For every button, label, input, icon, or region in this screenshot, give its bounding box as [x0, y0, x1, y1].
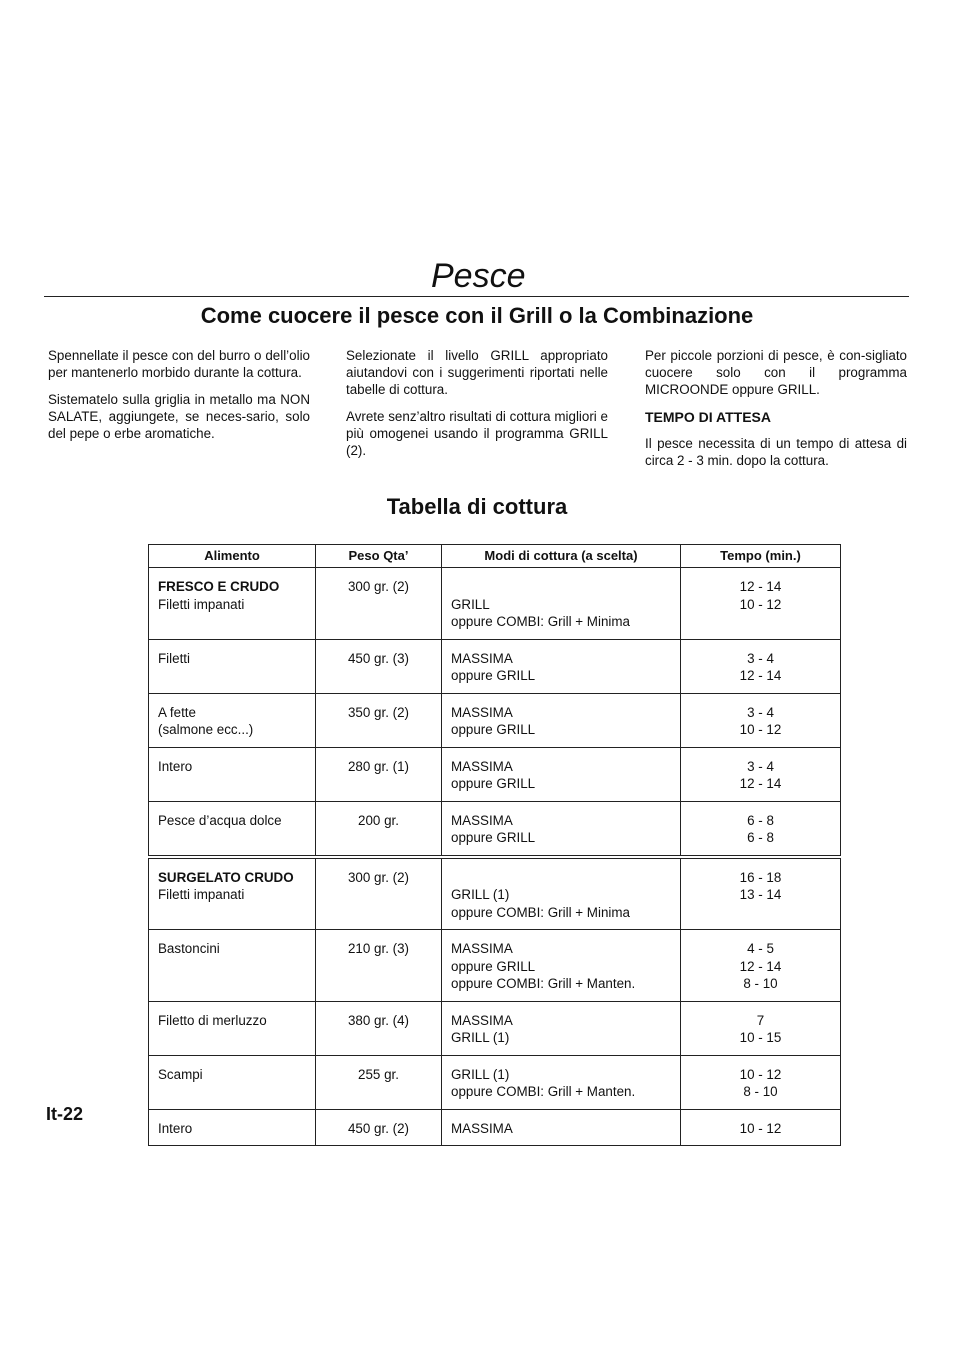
weight-value: 380 gr. (4)	[347, 1012, 410, 1028]
food-cell	[149, 930, 316, 1002]
weight-cell	[316, 1001, 442, 1055]
cooking-mode: GRILL (1)	[451, 1030, 510, 1045]
cooking-time: 13 - 14	[739, 887, 782, 902]
weight-value: 280 gr. (1)	[347, 758, 410, 774]
food-cell	[149, 639, 316, 693]
weight-value: 350 gr. (2)	[347, 704, 410, 720]
weight-cell	[316, 639, 442, 693]
weight-cell	[316, 693, 442, 747]
cooking-mode-cell	[442, 858, 681, 930]
table-row	[149, 858, 841, 930]
table-row	[149, 930, 841, 1002]
cooking-time: 7	[756, 1012, 765, 1028]
cooking-time: 16 - 18	[739, 869, 782, 885]
cooking-mode-cell	[442, 568, 681, 640]
intro-paragraph: Spennellate il pesce con del burro o dell’olio per mantenerlo morbido durante la cottura.	[48, 348, 310, 380]
food-name: Pesce d’acqua dolce	[158, 812, 282, 828]
page-number: It-22	[46, 1104, 84, 1124]
weight-value: 255 gr.	[358, 1066, 399, 1082]
page-title: Pesce	[431, 257, 526, 295]
food-cell	[149, 1055, 316, 1109]
time-cell	[681, 693, 841, 747]
table-row	[149, 1055, 841, 1109]
weight-value: 300 gr. (2)	[347, 869, 410, 885]
weight-value: 450 gr. (3)	[347, 650, 410, 666]
cooking-mode: MASSIMA	[451, 1120, 513, 1136]
food-name: Bastoncini	[158, 941, 220, 956]
food-name: (salmone ecc...)	[158, 722, 254, 737]
table-row	[149, 693, 841, 747]
table-header-row	[149, 545, 841, 568]
column-header: Alimento	[149, 545, 316, 568]
weight-cell	[316, 930, 442, 1002]
food-cell	[149, 693, 316, 747]
cooking-mode-cell	[442, 801, 681, 855]
column-header: Peso Qta’	[316, 545, 442, 568]
table-row	[149, 747, 841, 801]
cooking-time: 12 - 14	[739, 776, 782, 791]
cooking-time: 3 - 4	[747, 650, 774, 666]
food-name: Intero	[158, 758, 193, 774]
column-header: Modi di cottura (a scelta)	[442, 545, 681, 568]
cooking-mode: MASSIMA	[451, 650, 513, 666]
food-cell	[149, 747, 316, 801]
cooking-time: 10 - 12	[739, 722, 782, 737]
cooking-time: 3 - 4	[747, 704, 774, 720]
weight-value: 300 gr. (2)	[347, 579, 410, 594]
food-name: Intero	[158, 1120, 193, 1136]
cooking-mode-cell	[442, 930, 681, 1002]
weight-cell	[316, 568, 442, 640]
table-row	[149, 801, 841, 855]
food-name: Filetti impanati	[158, 596, 245, 612]
intro-paragraph: Per piccole porzioni di pesce, è con-sigliato cuocere solo con il programma MICROONDE oppure GRILL.	[645, 348, 907, 397]
cooking-mode: oppure COMBI: Grill + Manten.	[451, 976, 636, 991]
cooking-mode-cell	[442, 1001, 681, 1055]
cooking-time: 3 - 4	[747, 758, 774, 774]
cooking-mode-cell	[442, 747, 681, 801]
standing-time-heading: TEMPO DI ATTESA	[645, 409, 771, 425]
title-divider	[44, 296, 909, 297]
weight-cell	[316, 801, 442, 855]
cooking-mode: oppure GRILL	[451, 722, 536, 737]
cooking-time: 8 - 10	[743, 1084, 778, 1099]
weight-cell	[316, 858, 442, 930]
cooking-mode-cell	[442, 1109, 681, 1146]
cooking-time: 4 - 5	[747, 941, 774, 956]
cooking-mode: oppure COMBI: Grill + Minima	[451, 614, 630, 629]
cooking-mode: GRILL (1)	[451, 1066, 510, 1082]
food-name: A fette	[158, 704, 196, 720]
table-row	[149, 639, 841, 693]
weight-value: 450 gr. (2)	[347, 1120, 410, 1136]
group-label: SURGELATO CRUDO	[158, 869, 294, 885]
time-cell	[681, 639, 841, 693]
cooking-table	[148, 544, 841, 1146]
food-cell	[149, 858, 316, 930]
cooking-time: 8 - 10	[743, 976, 778, 991]
food-cell	[149, 1001, 316, 1055]
cooking-mode: oppure COMBI: Grill + Manten.	[451, 1084, 636, 1099]
weight-value: 210 gr. (3)	[347, 941, 410, 956]
weight-cell	[316, 747, 442, 801]
food-name: Scampi	[158, 1066, 203, 1082]
line-spacer	[451, 578, 671, 596]
weight-cell	[316, 1055, 442, 1109]
time-cell	[681, 801, 841, 855]
intro-paragraph: Sistematelo sulla griglia in metallo ma NON SALATE, aggiungete, se neces-sario, solo del pepe o erbe aromatiche.	[48, 392, 310, 441]
section-heading: Come cuocere il pesce con il Grill o la Combinazione	[200, 303, 754, 328]
cooking-time: 12 - 14	[739, 668, 782, 683]
intro-paragraph: Il pesce necessita di un tempo di attesa di circa 2 - 3 min. dopo la cottura.	[645, 436, 907, 468]
table-row	[149, 1109, 841, 1146]
table-body	[149, 568, 841, 1146]
group-label: FRESCO E CRUDO	[158, 579, 280, 594]
cooking-time: 6 - 8	[747, 830, 774, 845]
column-header: Tempo (min.)	[681, 545, 841, 568]
cooking-mode: GRILL	[451, 596, 490, 612]
cooking-time: 10 - 15	[739, 1030, 782, 1045]
cooking-mode-cell	[442, 693, 681, 747]
cooking-time: 12 - 14	[739, 958, 782, 974]
time-cell	[681, 1055, 841, 1109]
cooking-time: 12 - 14	[739, 579, 782, 594]
intro-column-1	[48, 347, 310, 452]
table-row	[149, 1001, 841, 1055]
food-name: Filetti impanati	[158, 887, 245, 902]
food-name: Filetti	[158, 650, 190, 666]
cooking-mode: MASSIMA	[451, 941, 513, 956]
line-spacer	[451, 869, 671, 887]
time-cell	[681, 1001, 841, 1055]
table-heading: Tabella di cottura	[386, 494, 568, 519]
cooking-time: 10 - 12	[739, 1066, 782, 1082]
cooking-mode: oppure GRILL	[451, 958, 536, 974]
cooking-time: 10 - 12	[739, 1120, 782, 1136]
time-cell	[681, 1109, 841, 1146]
cooking-mode: GRILL (1)	[451, 887, 510, 902]
intro-column-2	[346, 347, 608, 469]
intro-paragraph: Avrete senz’altro risultati di cottura migliori e più omogenei usando il programma GRILL (2).	[346, 409, 608, 458]
food-cell	[149, 1109, 316, 1146]
time-cell	[681, 568, 841, 640]
weight-cell	[316, 1109, 442, 1146]
food-cell	[149, 568, 316, 640]
time-cell	[681, 747, 841, 801]
cooking-mode-cell	[442, 1055, 681, 1109]
cooking-mode-cell	[442, 639, 681, 693]
cooking-mode: MASSIMA	[451, 758, 513, 774]
food-name: Filetto di merluzzo	[158, 1012, 267, 1028]
cooking-time: 6 - 8	[747, 812, 774, 828]
food-cell	[149, 801, 316, 855]
cooking-mode: oppure GRILL	[451, 830, 536, 845]
time-cell	[681, 858, 841, 930]
cooking-mode: oppure GRILL	[451, 776, 536, 791]
table-row	[149, 568, 841, 640]
cooking-mode: oppure GRILL	[451, 668, 536, 683]
weight-value: 200 gr.	[358, 812, 399, 828]
time-cell	[681, 930, 841, 1002]
intro-paragraph: Selezionate il livello GRILL appropriato aiutandovi con i suggerimenti riportati nelle tabelle di cottura.	[346, 348, 608, 397]
intro-column-3	[645, 347, 907, 479]
cooking-mode: MASSIMA	[451, 704, 513, 720]
cooking-mode: oppure COMBI: Grill + Minima	[451, 904, 630, 920]
cooking-mode: MASSIMA	[451, 812, 513, 828]
cooking-time: 10 - 12	[739, 596, 782, 612]
cooking-mode: MASSIMA	[451, 1012, 513, 1028]
